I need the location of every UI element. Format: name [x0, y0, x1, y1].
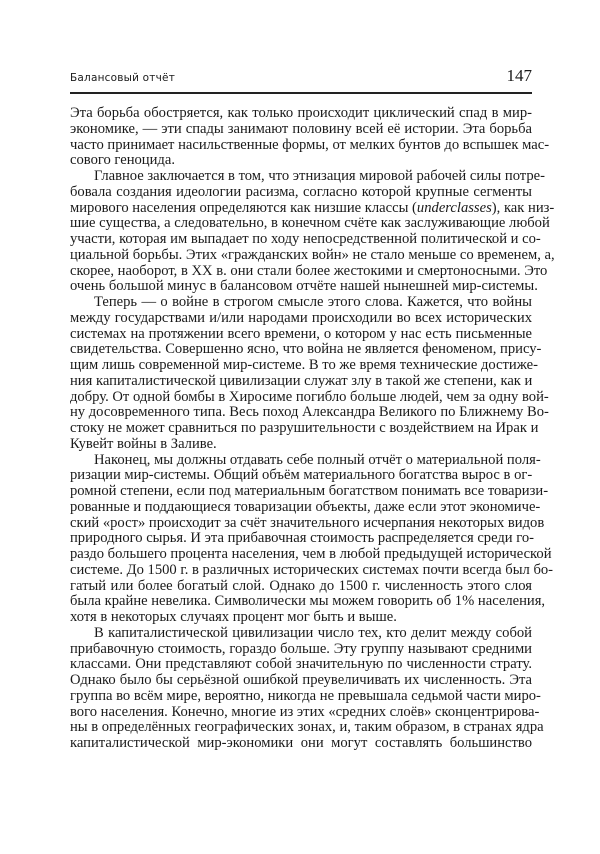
text-line: Главное заключается в том, что этнизация мировой рабочей силы потре-	[94, 168, 545, 184]
text-line: классами. Они представляют собой значительную по численности страту.	[70, 656, 532, 673]
paragraph	[70, 294, 549, 453]
text-line: участи, которая им выпадает по ходу непосредственной политической и со-	[70, 231, 541, 247]
paragraph	[70, 624, 544, 752]
paragraph	[70, 451, 554, 626]
italic-term: underclasses	[416, 199, 492, 216]
text-line: хотя в некоторых случаях процент мог быть и выше.	[70, 609, 397, 625]
text-line: Эта борьба обостряется, как только происходит циклический спад в мир-	[70, 105, 532, 121]
text-line: была крайне невелика. Символически мы можем говорить об 1% населения,	[70, 593, 546, 610]
text-line: ния капиталистической цивилизации служат злу в такой же степени, как и	[70, 372, 533, 389]
text-line: сового геноцида.	[70, 152, 175, 169]
text-line: группа во всём мире, вероятно, никогда не превышала седьмой части миро-	[70, 687, 541, 704]
text-line: Однако было бы серьёзной ошибкой преувеличивать их численность. Эта	[70, 672, 532, 688]
text-line: циальной борьбы. Этих «гражданских войн» не стало меньше со временем, а,	[70, 246, 555, 263]
text-line: стоку не может сравниться по разрушительности с воздействием на Ирак и	[70, 420, 539, 436]
text-line: мирового населения определяются как низшие классы (underclasses), как низ-	[70, 199, 555, 216]
text-line: ский «рост» происходит за счёт значительного исчерпания некоторых видов	[70, 514, 545, 531]
text-line: ну досовременного типа. Весь поход Александра Великого по Ближнему Во-	[70, 404, 549, 421]
text-line: Наконец, мы должны отдавать себе полный отчёт о материальной поля-	[94, 451, 541, 468]
text-line: раздо большего процента населения, чем в любой предыдущей исторической	[70, 546, 552, 562]
text-line: шие существа, а следовательно, в конечном счёте как заслуживающие любой	[70, 215, 550, 232]
text-line: щим лишь современной мир-системе. В то же время технические достиже-	[70, 357, 538, 373]
paragraph	[70, 168, 555, 295]
text-line: часто принимает насильственные формы, от мелких бунтов до вспышек мас-	[70, 136, 550, 153]
text-line: природного сырья. И эта прибавочная стоимость распределяется среди го-	[70, 530, 535, 547]
text-line: ны в определённых географических зонах, и, таким образом, в странах ядра	[70, 719, 544, 736]
text-line: бовала создания идеологии расизма, согласно которой крупные сегменты	[70, 183, 532, 200]
text-line: капиталистической мир-экономики они могут составлять большинство	[70, 735, 532, 751]
header-rule	[70, 92, 532, 94]
text-line: между государствами и/или народами происходили во всех исторических	[70, 309, 532, 326]
text-line: рованные и поддающиеся товаризации объекты, даже если этот экономиче-	[70, 498, 541, 515]
text-line: добру. От одной бомбы в Хиросиме погибло больше людей, чем за одну вой-	[70, 388, 549, 405]
text-line: вого населения. Конечно, многие из этих «средних слоёв» сконцентрирова-	[70, 703, 540, 720]
text-line: скорее, наоборот, в XX в. они стали более жестокими и смертоносными. Это	[70, 262, 548, 279]
text-line: экономике, — эти спады занимают половину всей её истории. Эта борьба	[70, 120, 532, 137]
page-number: 147	[506, 66, 532, 85]
text-line: очень большой минус в балансовом отчёте нашей нынешней мир-системы.	[70, 278, 538, 295]
text-line: Кувейт войны в Заливе.	[70, 435, 217, 452]
body-text	[70, 105, 555, 752]
text-line: системе. До 1500 г. в различных исторических системах почти всегда был бо-	[70, 561, 554, 578]
text-line: системах на протяжении всего времени, о котором у нас есть письменные	[70, 325, 532, 342]
text-line: свидетельства. Совершенно ясно, что война не является феноменом, прису-	[70, 341, 542, 358]
text-line: В капиталистической цивилизации число тех, кто делит между собой	[94, 624, 532, 641]
running-header-title: Балансовый отчёт	[70, 72, 176, 84]
paragraph	[70, 105, 550, 169]
text-line: ромной степени, если под материальным богатством понимать все товаризи-	[70, 483, 549, 499]
text-line: Теперь — о войне в строгом смысле этого слова. Кажется, что войны	[94, 294, 532, 310]
text-line: прибавочную стоимость, гораздо больше. Эту группу называют средними	[70, 640, 532, 657]
text-line: гатый или более богатый слой. Однако до 1500 г. численность этого слоя	[70, 577, 532, 594]
text-line: ризации мир-системы. Общий объём материального богатства вырос в ог-	[70, 467, 533, 484]
